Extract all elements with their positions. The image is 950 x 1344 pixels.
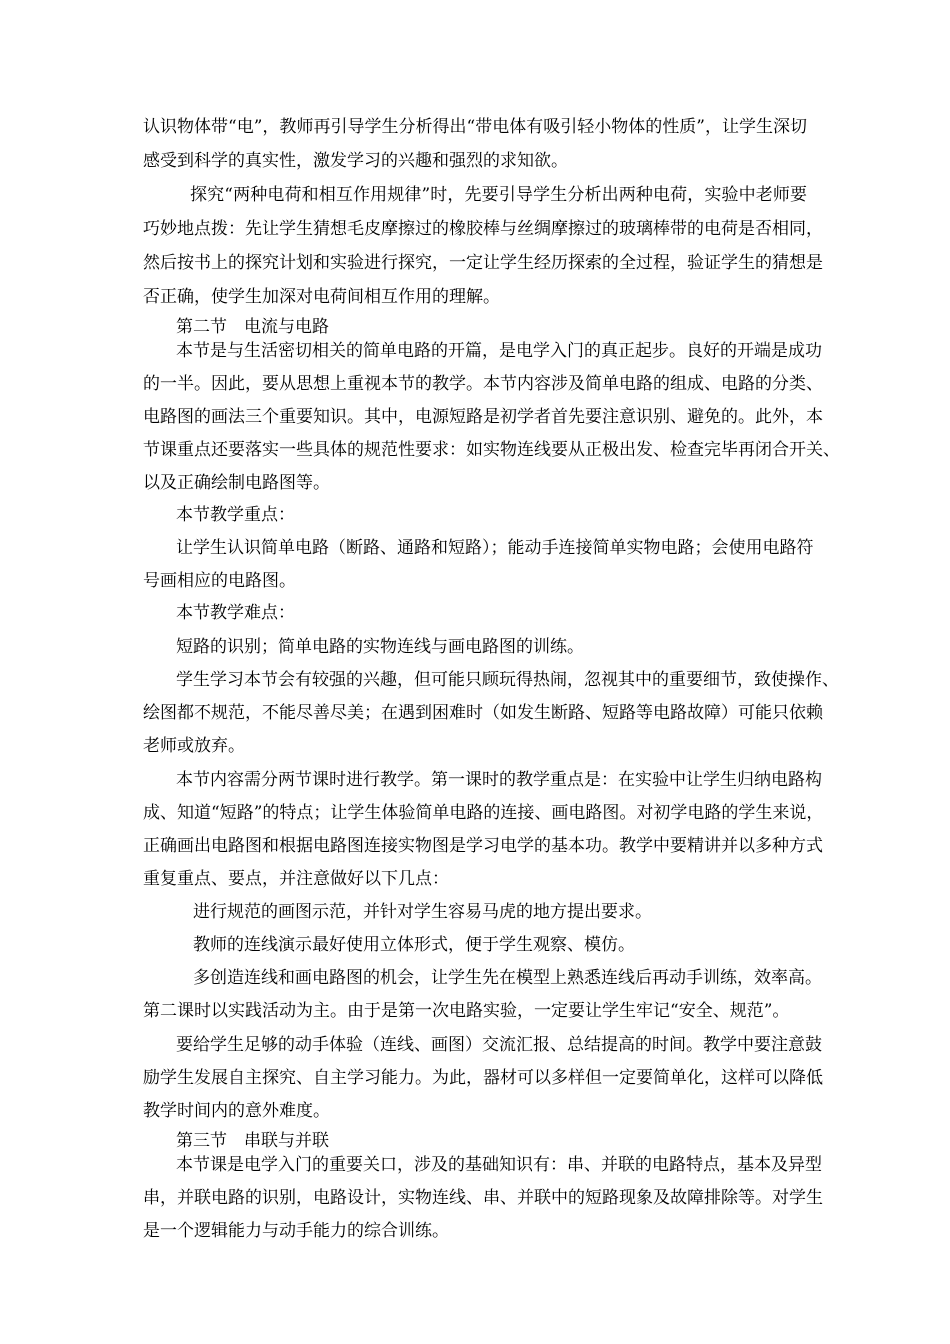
text-line: 教学时间内的意外难度。 — [143, 1101, 330, 1121]
text-line: 老师或放弃。 — [143, 736, 245, 756]
text-line: 以及正确绘制电路图等。 — [143, 473, 330, 493]
text-line: 本节课是电学入门的重要关口，涉及的基础知识有：串、并联的电路特点，基本及异型 — [176, 1155, 822, 1175]
text-line: 电路图的画法三个重要知识。其中，电源短路是初学者首先要注意识别、避免的。此外，本 — [143, 407, 823, 427]
section-heading: 第三节 串联与并联 — [176, 1131, 329, 1151]
subheading: 本节教学重点： — [176, 505, 295, 525]
text-line: 认识物体带“电”，教师再引导学生分析得出“带电体有吸引轻小物体的性质”，让学生深切 — [143, 117, 807, 137]
text-line: 然后按书上的探究计划和实验进行探究，一定让学生经历探索的全过程，验证学生的猜想是 — [143, 253, 823, 273]
text-line: 感受到科学的真实性，激发学习的兴趣和强烈的求知欲。 — [143, 151, 568, 171]
text-line: 是一个逻辑能力与动手能力的综合训练。 — [143, 1221, 449, 1241]
text-line: 励学生发展自主探究、自主学习能力。为此，器材可以多样但一定要简单化，这样可以降低 — [143, 1068, 823, 1088]
section-heading: 第二节 电流与电路 — [176, 317, 329, 337]
subheading: 本节教学难点： — [176, 603, 295, 623]
text-line: 绘图都不规范，不能尽善尽美；在遇到困难时（如发生断路、短路等电路故障）可能只依赖 — [143, 703, 823, 723]
text-line: 否正确，使学生加深对电荷间相互作用的理解。 — [143, 287, 500, 307]
text-line: 让学生认识简单电路（断路、通路和短路）；能动手连接简单实物电路；会使用电路符 — [176, 538, 814, 558]
text-line: 成、知道“短路”的特点；让学生体验简单电路的连接、画电路图。对初学电路的学生来说， — [143, 803, 824, 823]
text-line: 第二课时以实践活动为主。由于是第一次电路实验，一定要让学生牢记“安全、规范”。 — [143, 1001, 790, 1021]
text-line: 号画相应的电路图。 — [143, 571, 296, 591]
list-item: 进行规范的画图示范，并针对学生容易马虎的地方提出要求。 — [193, 902, 652, 922]
list-item: 教师的连线演示最好使用立体形式，便于学生观察、模仿。 — [193, 935, 635, 955]
text-line: 串，并联电路的识别，电路设计，实物连线、串、并联中的短路现象及故障排除等。对学生 — [143, 1188, 823, 1208]
text-line: 节课重点还要落实一些具体的规范性要求：如实物连线要从正极出发、检查完毕再闭合开关、 — [143, 440, 840, 460]
text-line: 巧妙地点拨：先让学生猜想毛皮摩擦过的橡胶棒与丝绸摩擦过的玻璃棒带的电荷是否相同， — [143, 219, 823, 239]
list-item: 多创造连线和画电路图的机会，让学生先在模型上熟悉连线后再动手训练，效率高。 — [193, 968, 822, 988]
text-line: 重复重点、要点，并注意做好以下几点： — [143, 869, 449, 889]
text-line: 短路的识别；简单电路的实物连线与画电路图的训练。 — [176, 637, 584, 657]
text-line: 要给学生足够的动手体验（连线、画图）交流汇报、总结提高的时间。教学中要注意鼓 — [176, 1035, 822, 1055]
text-line: 探究“两种电荷和相互作用规律”时，先要引导学生分析出两种电荷，实验中老师要 — [190, 185, 807, 205]
text-line: 正确画出电路图和根据电路图连接实物图是学习电学的基本功。教学中要精讲并以多种方式 — [143, 836, 823, 856]
text-line: 本节内容需分两节课时进行教学。第一课时的教学重点是：在实验中让学生归纳电路构 — [176, 770, 822, 790]
text-line: 的一半。因此，要从思想上重视本节的教学。本节内容涉及简单电路的组成、电路的分类、 — [143, 374, 823, 394]
text-line: 本节是与生活密切相关的简单电路的开篇，是电学入门的真正起步。良好的开端是成功 — [176, 341, 822, 361]
text-line: 学生学习本节会有较强的兴趣，但可能只顾玩得热闹，忽视其中的重要细节，致使操作、 — [176, 670, 839, 690]
